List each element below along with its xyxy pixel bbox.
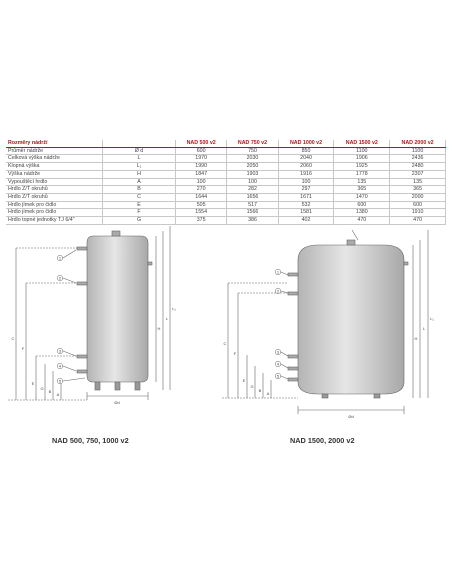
table-cell: 470	[390, 217, 446, 225]
table-cell: 1566	[227, 209, 278, 217]
table-cell: 386	[227, 217, 278, 225]
table-cell: 1970	[176, 155, 227, 163]
table-cell: 850	[278, 147, 334, 155]
marker-label-1-left: 1	[58, 255, 62, 261]
row-label: Hrdlo jímek pro čidlo	[6, 209, 103, 217]
table-cell: 1906	[334, 155, 390, 163]
dim-f-left: F	[21, 346, 25, 351]
row-symbol: L	[103, 155, 176, 163]
table-cell: 532	[278, 201, 334, 209]
diameter-label-left: Ød	[114, 400, 120, 405]
row-symbol: Ø d	[103, 147, 176, 155]
table-cell: NAD 1500 v2	[334, 140, 390, 147]
row-label: Hrdlo Z/T okruhů	[6, 186, 103, 194]
marker-label-3-right: 3	[276, 349, 280, 355]
dim-c-left: C	[11, 336, 15, 341]
row-symbol: F	[103, 209, 176, 217]
table-cell: 1656	[227, 193, 278, 201]
table-cell: 1380	[334, 209, 390, 217]
table-cell: 1990	[176, 163, 227, 171]
table-cell: 402	[278, 217, 334, 225]
marker-label-1-right: 1	[276, 269, 280, 275]
dim-l1-left: L₁	[172, 306, 176, 311]
table-cell: 2050	[227, 163, 278, 171]
table-cell: 600	[390, 201, 446, 209]
caption-right: NAD 1500, 2000 v2	[290, 436, 355, 445]
table-cell: 1903	[227, 170, 278, 178]
dim-c-right: C	[223, 341, 227, 346]
table-cell: 1671	[278, 193, 334, 201]
dim-b-left: B	[48, 389, 52, 394]
table-cell: 2000	[390, 193, 446, 201]
row-symbol: A	[103, 178, 176, 186]
tank-left-drawing	[8, 226, 170, 400]
dim-h-left: H	[157, 326, 161, 331]
row-label: Vypouštěcí hrdlo	[6, 178, 103, 186]
row-symbol: G	[103, 217, 176, 225]
row-symbol: H	[103, 170, 176, 178]
row-label: Hrdlo Z/T okruhů	[6, 193, 103, 201]
row-label: Hrdlo jímek pro čidlo	[6, 201, 103, 209]
row-label: Výška nádrže	[6, 170, 103, 178]
marker-label-2-left: 2	[58, 275, 62, 281]
table-cell: 1910	[390, 209, 446, 217]
row-label: Hrdlo topné jednotky TJ 6/4"	[6, 217, 103, 225]
table-cell: 1581	[278, 209, 334, 217]
table-cell: 2030	[227, 155, 278, 163]
dim-g-right: G	[250, 384, 254, 389]
dim-a-right: A	[266, 391, 270, 396]
table-cell: 135	[390, 178, 446, 186]
table-cell: 270	[176, 186, 227, 194]
tank-left-leg	[115, 382, 120, 390]
table-cell: 2436	[390, 155, 446, 163]
table-cell: 1554	[176, 209, 227, 217]
table-cell: 1847	[176, 170, 227, 178]
table-cell: 1778	[334, 170, 390, 178]
table-cell: 100	[278, 178, 334, 186]
marker-label-5-left: 5	[58, 378, 62, 384]
table-cell: 600	[176, 147, 227, 155]
row-symbol: E	[103, 201, 176, 209]
table-cell: 1644	[176, 193, 227, 201]
table-cell: 365	[390, 186, 446, 194]
table-cell: 2060	[278, 163, 334, 171]
dim-e-right: E	[242, 378, 246, 383]
table-cell: NAD 750 v2	[227, 140, 278, 147]
table-cell: 505	[176, 201, 227, 209]
table-cell: 100	[227, 178, 278, 186]
table-cell: 297	[278, 186, 334, 194]
table-cell: 135	[334, 178, 390, 186]
tank-left-leg	[135, 382, 140, 390]
marker-label-3-left: 3	[58, 348, 62, 354]
table-cell: 2040	[278, 155, 334, 163]
dim-g-left: G	[40, 386, 44, 391]
dim-l1-right: L₁	[430, 316, 434, 321]
table-cell: 1100	[390, 147, 446, 155]
row-label: Rozměry nádrží	[6, 140, 103, 147]
row-label: Průměr nádrže	[6, 147, 103, 155]
dim-b-right: B	[258, 388, 262, 393]
table-cell: 470	[334, 217, 390, 225]
table-cell: NAD 500 v2	[176, 140, 227, 147]
table-cell: 517	[227, 201, 278, 209]
marker-label-5-right: 5	[276, 373, 280, 379]
table-cell: 1470	[334, 193, 390, 201]
row-symbol: L₁	[103, 163, 176, 171]
row-label: Klopná výška	[6, 163, 103, 171]
table-cell: 2480	[390, 163, 446, 171]
diameter-label-right: Ød	[348, 414, 354, 419]
marker-label-4-left: 4	[58, 363, 62, 369]
table-cell: 2307	[390, 170, 446, 178]
dim-a-left: A	[56, 392, 60, 397]
table-cell: 1916	[278, 170, 334, 178]
dim-f-right: F	[233, 351, 237, 356]
marker-label-4-right: 4	[276, 361, 280, 367]
table-cell: 750	[227, 147, 278, 155]
table-cell: 100	[176, 178, 227, 186]
row-symbol: B	[103, 186, 176, 194]
row-symbol: C	[103, 193, 176, 201]
table-cell: NAD 2000 v2	[390, 140, 446, 147]
tank-left-body	[87, 236, 148, 382]
dim-l-left: L	[165, 316, 169, 321]
table-cell: 375	[176, 217, 227, 225]
table-cell: 365	[334, 186, 390, 194]
dim-h-right: H	[414, 336, 418, 341]
table-cell: 1100	[334, 147, 390, 155]
dim-l-right: L	[422, 326, 426, 331]
dim-e-left: E	[31, 381, 35, 386]
tank-right-body	[298, 245, 404, 394]
row-label: Celková výška nádrže	[6, 155, 103, 163]
caption-left: NAD 500, 750, 1000 v2	[52, 436, 129, 445]
table-cell: NAD 1000 v2	[278, 140, 334, 147]
table-cell: 600	[334, 201, 390, 209]
marker-label-2-right: 2	[276, 288, 280, 294]
tank-left-leg	[95, 382, 100, 390]
table-cell: 1925	[334, 163, 390, 171]
table-cell: 282	[227, 186, 278, 194]
